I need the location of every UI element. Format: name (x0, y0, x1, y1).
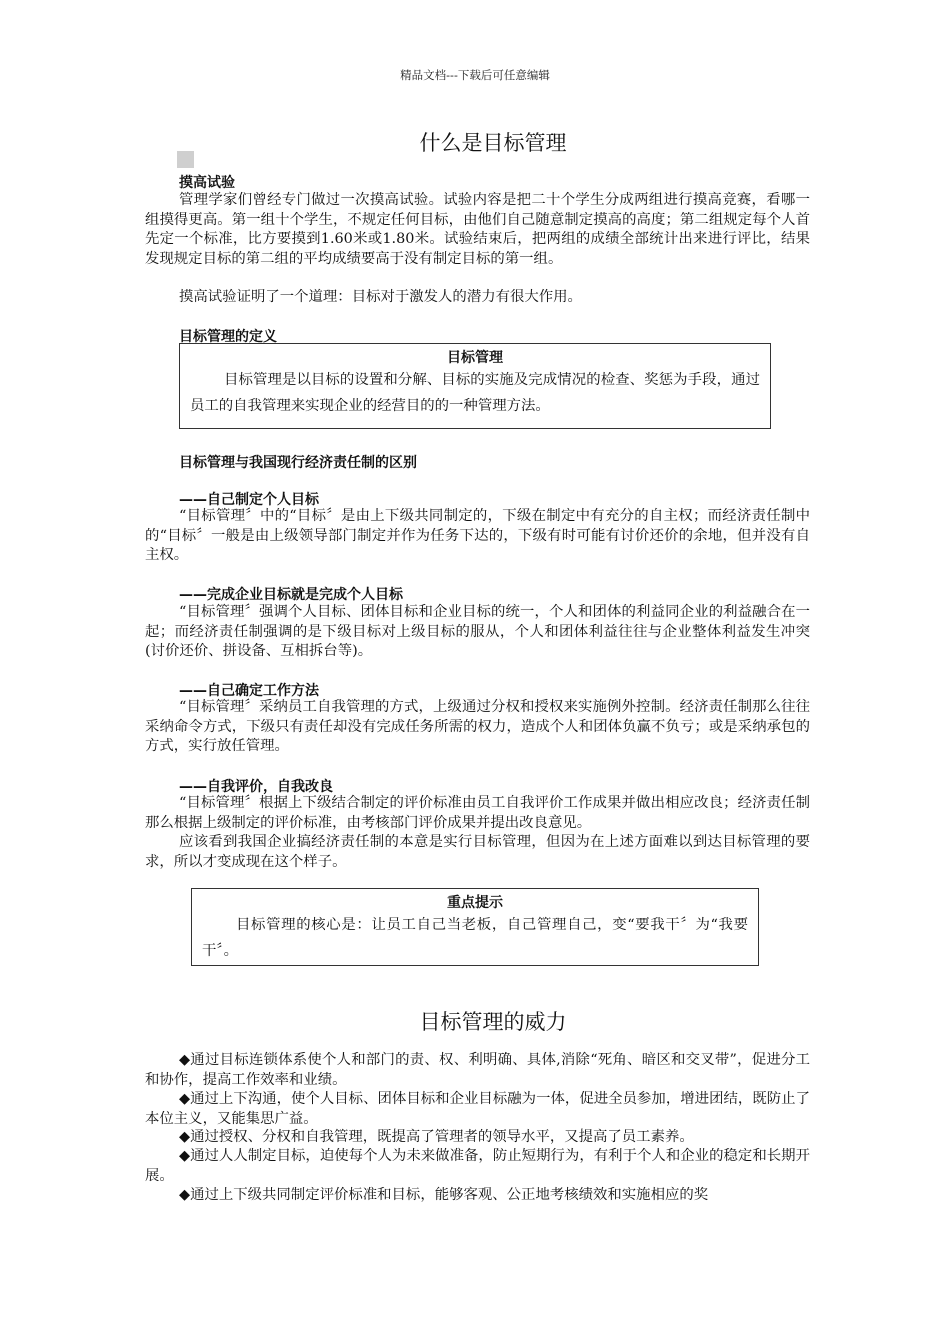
paragraph-company-goals: “目标管理〞强调个人目标、团体目标和企业目标的统一，个人和团体的利益同企业的利益融合在一起；而经济责任制强调的是下级目标对上级目标的服从，个人和团体利益往往与企业整体利益发生冲突(讨价还价、拼设备、互相拆台等)。 (145, 604, 810, 660)
page-title: 什么是目标管理 (419, 131, 567, 155)
key-tip-box (191, 888, 759, 966)
paragraph-own-goals: “目标管理〞中的“目标〞是由上下级共同制定的，下级在制定中有充分的自主权；而经济责任制中的“目标〞一般是由上级领导部门制定并作为任务下达的，下级有时可能有讨价还价的余地，但并没有自主权。 (145, 508, 810, 564)
key-tip-box-title: 重点提示 (447, 895, 503, 911)
paragraph-touch-test-conclusion: 摸高试验证明了一个道理：目标对于激发人的潜力有很大作用。 (179, 289, 582, 305)
bullet-item: ◆通过上下沟通，使个人目标、团体目标和企业目标融为一体，促进全员参加，增进团结，既防止了本位主义，又能集思广益。 (145, 1091, 810, 1127)
section-title-power: 目标管理的威力 (419, 1010, 567, 1034)
section-heading-difference: 目标管理与我国现行经济责任制的区别 (179, 455, 417, 471)
section-heading-definition: 目标管理的定义 (179, 329, 277, 345)
placeholder-square (177, 151, 194, 168)
subheading-work-methods: ——自己确定工作方法 (179, 683, 319, 699)
definition-box-body: 目标管理是以目标的设置和分解、目标的实施及完成情况的检查、奖惩为手段，通过员工的自我管理来实现企业的经营目的的一种管理方法。 (190, 372, 760, 414)
page-header: 精品文档---下载后可任意编辑 (400, 68, 550, 82)
bullet-item: ◆通过目标连锁体系使个人和部门的责、权、利明确、具体,消除“死角、暗区和交叉带”，促进分工和协作，提高工作效率和业绩。 (145, 1052, 810, 1088)
subheading-self-evaluation: ——自我评价，自我改良 (179, 779, 333, 795)
definition-box-title: 目标管理 (447, 350, 503, 366)
paragraph-work-methods: “目标管理〞采纳员工自我管理的方式，上级通过分权和授权来实施例外控制。经济责任制那么往往采纳命令方式，下级只有责任却没有完成任务所需的权力，造成个人和团体负赢不负亏；或是采纳承包的方式，实行放任管理。 (145, 699, 810, 755)
bullet-item: ◆通过上下级共同制定评价标准和目标，能够客观、公正地考核绩效和实施相应的奖 (179, 1187, 709, 1203)
section-heading-touch-test: 摸高试验 (179, 175, 235, 191)
bullet-item: ◆通过人人制定目标，迫使每个人为未来做准备，防止短期行为，有利于个人和企业的稳定和长期开展。 (145, 1148, 810, 1184)
paragraph-touch-test: 管理学家们曾经专门做过一次摸高试验。试验内容是把二十个学生分成两组进行摸高竞赛，看哪一组摸得更高。第一组十个学生，不规定任何目标，由他们自己随意制定摸高的高度；第二组规定每个人首先定一个标准，比方要摸到1.60米或1.80米。试验结束后，把两组的成绩全部统计出来进行评比，结果发现规定目标的第二组的平均成绩要高于没有制定目标的第一组。 (145, 192, 810, 267)
bullet-item: ◆通过授权、分权和自我管理，既提高了管理者的领导水平，又提高了员工素养。 (179, 1129, 694, 1145)
definition-box (179, 343, 771, 429)
key-tip-box-body: 目标管理的核心是：让员工自己当老板，自己管理自己，变“要我干〞为“我要干〞。 (202, 917, 748, 959)
paragraph-self-evaluation: “目标管理〞根据上下级结合制定的评价标准由员工自我评价工作成果并做出相应改良；经济责任制那么根据上级制定的评价标准，由考核部门评价成果并提出改良意见。 (145, 795, 810, 831)
paragraph-summary: 应该看到我国企业搞经济责任制的本意是实行目标管理，但因为在上述方面难以到达目标管理的要求，所以才变成现在这个样子。 (145, 834, 810, 870)
subheading-own-goals: ——自己制定个人目标 (179, 492, 319, 508)
subheading-company-goals: ——完成企业目标就是完成个人目标 (179, 587, 403, 603)
